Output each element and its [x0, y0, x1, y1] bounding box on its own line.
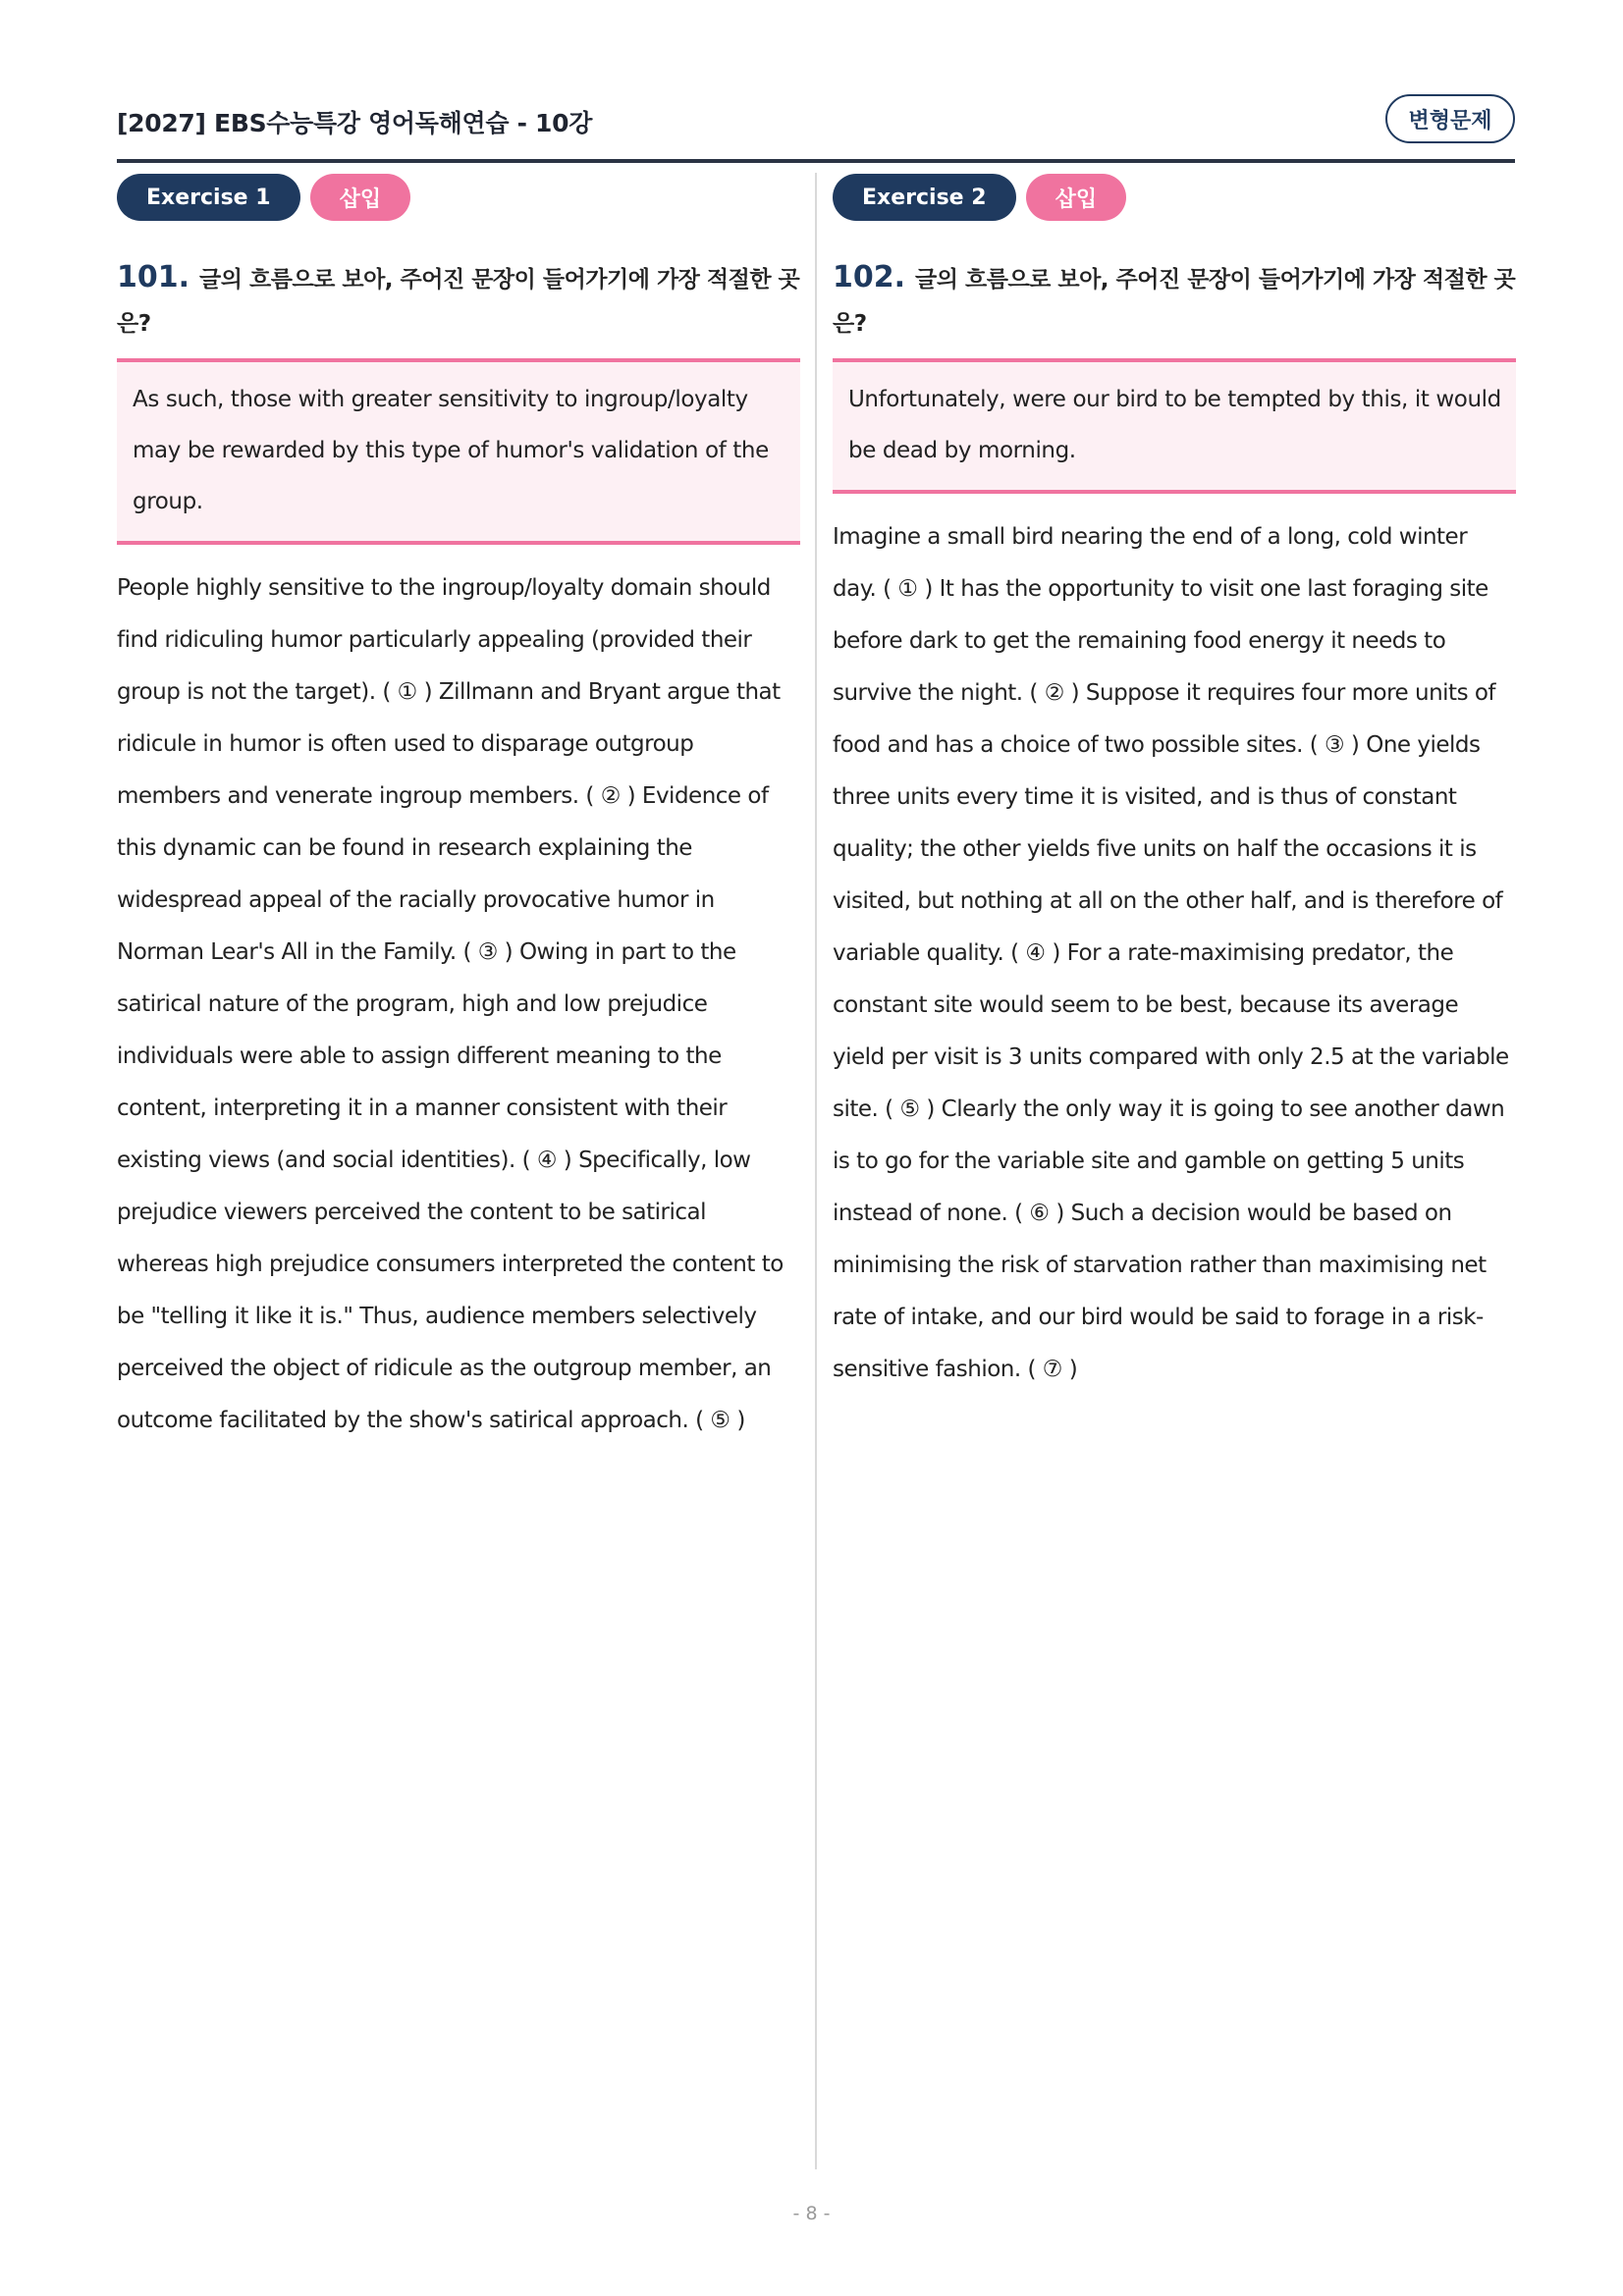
question-number: 102.: [833, 260, 906, 294]
page-number: - 8 -: [792, 2203, 831, 2224]
exercise-1-label: Exercise 1: [117, 174, 300, 221]
exercise-1-type-tag: 삽입: [310, 174, 411, 221]
passage-text: Imagine a small bird nearing the end of a long, cold winter day. ( ① ) It has the opportunity to visit one last foraging site before dark to get the remaining food energy it needs to survive the night. ( ② ) Suppose it requires four more units of food and has a choice of two possible sites. ( ③ ) One yields three units every time it is visited, and is thus of constant quality; the other yields five units on half the occasions it is visited, but nothing at all on the other half, and is therefore of variable quality. ( ④ ) For a rate-maximising predator, the constant site would seem to be best, because its average yield per visit is 3 units compared with only 2.5 at the variable site. ( ⑤ ) Clearly the only way it is going to see another dawn is to go for the variable site and gamble on getting 5 units instead of none. ( ⑥ ) Such a decision would be based on minimising the risk of starvation rather than maximising net rate of intake, and our bird would be said to forage in a risk-sensitive fashion. ( ⑦ ): [833, 524, 1509, 1382]
exercise-2-labels: [833, 173, 1516, 222]
exercise-2-label: Exercise 2: [833, 174, 1016, 221]
page-header: [117, 94, 1515, 163]
question-101: [117, 255, 800, 347]
given-sentence-box: Unfortunately, were our bird to be tempted by this, it would be dead by morning.: [833, 358, 1516, 494]
exercise-1-column: [117, 173, 800, 1447]
exercise-1-labels: [117, 173, 800, 222]
question-text: 글의 흐름으로 보아, 주어진 문장이 들어가기에 가장 적절한 곳은?: [117, 267, 800, 337]
passage-text: People highly sensitive to the ingroup/loyalty domain should find ridiculing humor particularly appealing (provided their group is not the target). ( ① ) Zillmann and Bryant argue that ridicule in humor is often used to disparage outgroup members and venerate ingroup members. ( ② ) Evidence of this dynamic can be found in research explaining the widespread appeal of the racially provocative humor in Norman Lear's All in the Family. ( ③ ) Owing in part to the satirical nature of the program, high and low prejudice individuals were able to assign different meaning to the content, interpreting it in a manner consistent with their existing views (and social identities). ( ④ ) Specifically, low prejudice viewers perceived the content to be satirical whereas high prejudice consumers interpreted the content to be "telling it like it is." Thus, audience members selectively perceived the object of ridicule as the outgroup member, an outcome facilitated by the show's satirical approach. ( ⑤ ): [117, 575, 784, 1433]
column-divider: [815, 173, 817, 2169]
question-text: 글의 흐름으로 보아, 주어진 문장이 들어가기에 가장 적절한 곳은?: [833, 267, 1516, 337]
document-title: [2027] EBS수능특강 영어독해연습 - 10강: [117, 109, 593, 137]
given-sentence-box: As such, those with greater sensitivity to ingroup/loyalty may be rewarded by this type of humor's validation of the group.: [117, 358, 800, 545]
question-102: [833, 255, 1516, 347]
variant-badge: 변형문제: [1385, 94, 1515, 143]
exercise-2-column: [833, 173, 1516, 1396]
question-number: 101.: [117, 260, 190, 294]
exercise-2-type-tag: 삽입: [1026, 174, 1127, 221]
